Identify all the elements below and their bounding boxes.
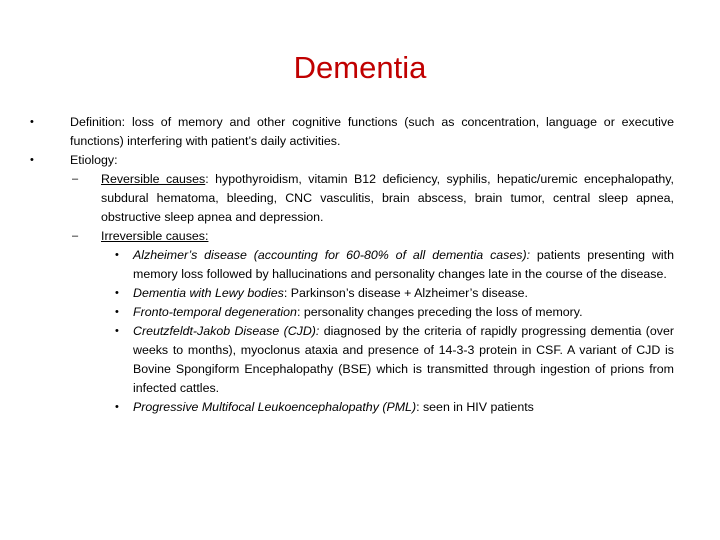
bullet-marker: • bbox=[30, 154, 34, 166]
dash-marker: – bbox=[72, 230, 79, 242]
cause-name: Progressive Multifocal Leukoencephalopathy (PML) bbox=[133, 400, 417, 414]
cause-name: Dementia with Lewy bodies bbox=[133, 286, 284, 300]
cause-text: : personality changes preceding the loss of memory. bbox=[296, 305, 583, 319]
cause-name: Alzheimer’s disease (accounting for 60-80% of all dementia cases): bbox=[133, 248, 531, 262]
slide-title: Dementia bbox=[293, 50, 427, 85]
cause-name: Creutzfeldt-Jakob Disease (CJD): bbox=[133, 324, 320, 338]
definition-label: Definition: bbox=[70, 115, 126, 129]
bullet-reversible-causes bbox=[72, 170, 675, 227]
dash-marker: – bbox=[72, 173, 79, 185]
cause-text: diagnosed by the criteria of rapidly progressing dementia (over weeks to months), myoclonus ataxia and presence of 14-3-3 protein in CSF. A variant of CJD is Bovine Spongiform Encephalopathy (BSE) which is transmitted through ingestion of prions from infected cattles. bbox=[133, 324, 675, 395]
definition-text: loss of memory and other cognitive functions (such as concentration, language or executive functions) interfering with patient’s daily activities. bbox=[70, 115, 674, 148]
irreversible-label: Irreversible causes: bbox=[101, 229, 209, 243]
slide-content bbox=[0, 113, 720, 417]
bullet-marker: • bbox=[115, 287, 119, 299]
reversible-text: : hypothyroidism, vitamin B12 deficiency, syphilis, hepatic/uremic encephalopathy, subdural hematoma, bleeding, CNC vasculitis, brain abscess, brain tumor, central sleep apnea, obstructive sleep apnea and depression. bbox=[101, 172, 675, 224]
reversible-label: Reversible causes bbox=[101, 172, 206, 186]
bullet-alzheimers bbox=[115, 246, 674, 284]
bullet-marker: • bbox=[30, 116, 34, 128]
bullet-marker: • bbox=[115, 325, 119, 337]
bullet-marker: • bbox=[115, 249, 119, 261]
bullet-pml bbox=[115, 398, 674, 417]
bullet-marker: • bbox=[115, 401, 119, 413]
bullet-etiology bbox=[30, 151, 674, 170]
etiology-label: Etiology: bbox=[70, 153, 118, 167]
bullet-irreversible-causes bbox=[72, 227, 674, 246]
bullet-cjd bbox=[115, 322, 675, 398]
cause-text: : Parkinson’s disease + Alzheimer’s disease. bbox=[283, 286, 529, 300]
cause-name: Fronto-temporal degeneration bbox=[133, 305, 297, 319]
bullet-definition bbox=[30, 113, 674, 151]
bullet-lewy-bodies bbox=[115, 284, 674, 303]
cause-text: patients presenting with memory loss followed by hallucinations and personality changes late in the course of the disease. bbox=[133, 248, 674, 281]
bullet-fronto-temporal bbox=[115, 303, 674, 322]
cause-text: : seen in HIV patients bbox=[416, 400, 534, 414]
bullet-marker: • bbox=[115, 306, 119, 318]
